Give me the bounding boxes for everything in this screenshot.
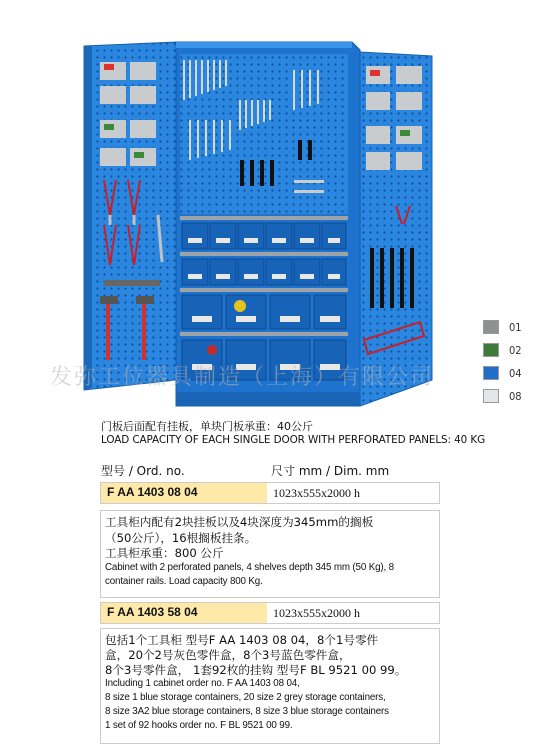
dimension-header: 尺寸 mm / Dim. mm xyxy=(271,464,390,478)
product-description xyxy=(100,510,440,598)
product-row xyxy=(100,602,440,624)
tool-cabinet-illustration xyxy=(80,40,460,412)
legend-label: 02 xyxy=(509,343,522,357)
legend-item-01 xyxy=(483,320,522,334)
cabinet-body xyxy=(176,42,360,406)
description-line: 工具柜承重：800 公斤 xyxy=(105,546,224,560)
description-line: 工具柜内配有2块挂板以及4块深度为345mm的搁板 xyxy=(105,515,374,529)
legend-item-04 xyxy=(483,366,522,380)
load-capacity-en: LOAD CAPACITY OF EACH SINGLE DOOR WITH PERFORATED PANELS: 40 KG xyxy=(101,434,486,446)
watermark-text: 发弥工位器具制造（上海）有限公司 xyxy=(50,365,435,390)
product-dimension: 1023x555x2000 h xyxy=(273,486,360,500)
description-line: container rails. Load capacity 800 Kg. xyxy=(105,576,263,587)
order-number-header: 型号 / Ord. no. xyxy=(101,464,185,478)
legend-item-02 xyxy=(483,343,522,357)
product-row xyxy=(100,482,440,504)
load-capacity-cn: 门板后面配有挂板，单块门板承重：40公斤 xyxy=(101,420,313,433)
description-line: （50公斤），16根搁板挂条。 xyxy=(105,531,257,545)
description-line: 8 size 1 blue storage containers, 20 size 2 grey storage containers, xyxy=(105,692,386,703)
legend-label: 08 xyxy=(509,389,522,403)
description-line: Cabinet with 2 perforated panels, 4 shelves depth 345 mm (50 Kg), 8 xyxy=(105,562,394,573)
left-door xyxy=(84,42,176,390)
product-code: F AA 1403 58 04 xyxy=(107,605,198,619)
description-line: 盒，20个2号灰色零件盒，8个3号蓝色零件盒， xyxy=(105,648,351,662)
color-swatch xyxy=(483,320,499,334)
legend-item-08 xyxy=(483,389,522,403)
description-line: 包括1个工具柜 型号F AA 1403 08 04，8个1号零件 xyxy=(105,633,379,647)
legend-label: 01 xyxy=(509,320,522,334)
color-swatch xyxy=(483,389,499,403)
product-description xyxy=(100,628,440,744)
description-line: 1 set of 92 hooks order no. F BL 9521 00 99. xyxy=(105,720,293,731)
description-line: 8个3号零件盒， 1套92枚的挂钩 型号F BL 9521 00 99。 xyxy=(105,663,407,677)
description-line: Including 1 cabinet order no. F AA 1403 08 04, xyxy=(105,678,300,689)
product-code: F AA 1403 08 04 xyxy=(107,485,198,499)
right-door xyxy=(360,52,432,406)
legend-label: 04 xyxy=(509,366,522,380)
shelf-bins xyxy=(180,216,348,380)
description-line: 8 size 3A2 blue storage containers, 8 size 3 blue storage containers xyxy=(105,706,389,717)
color-swatch xyxy=(483,343,499,357)
product-dimension: 1023x555x2000 h xyxy=(273,606,360,620)
color-swatch xyxy=(483,366,499,380)
